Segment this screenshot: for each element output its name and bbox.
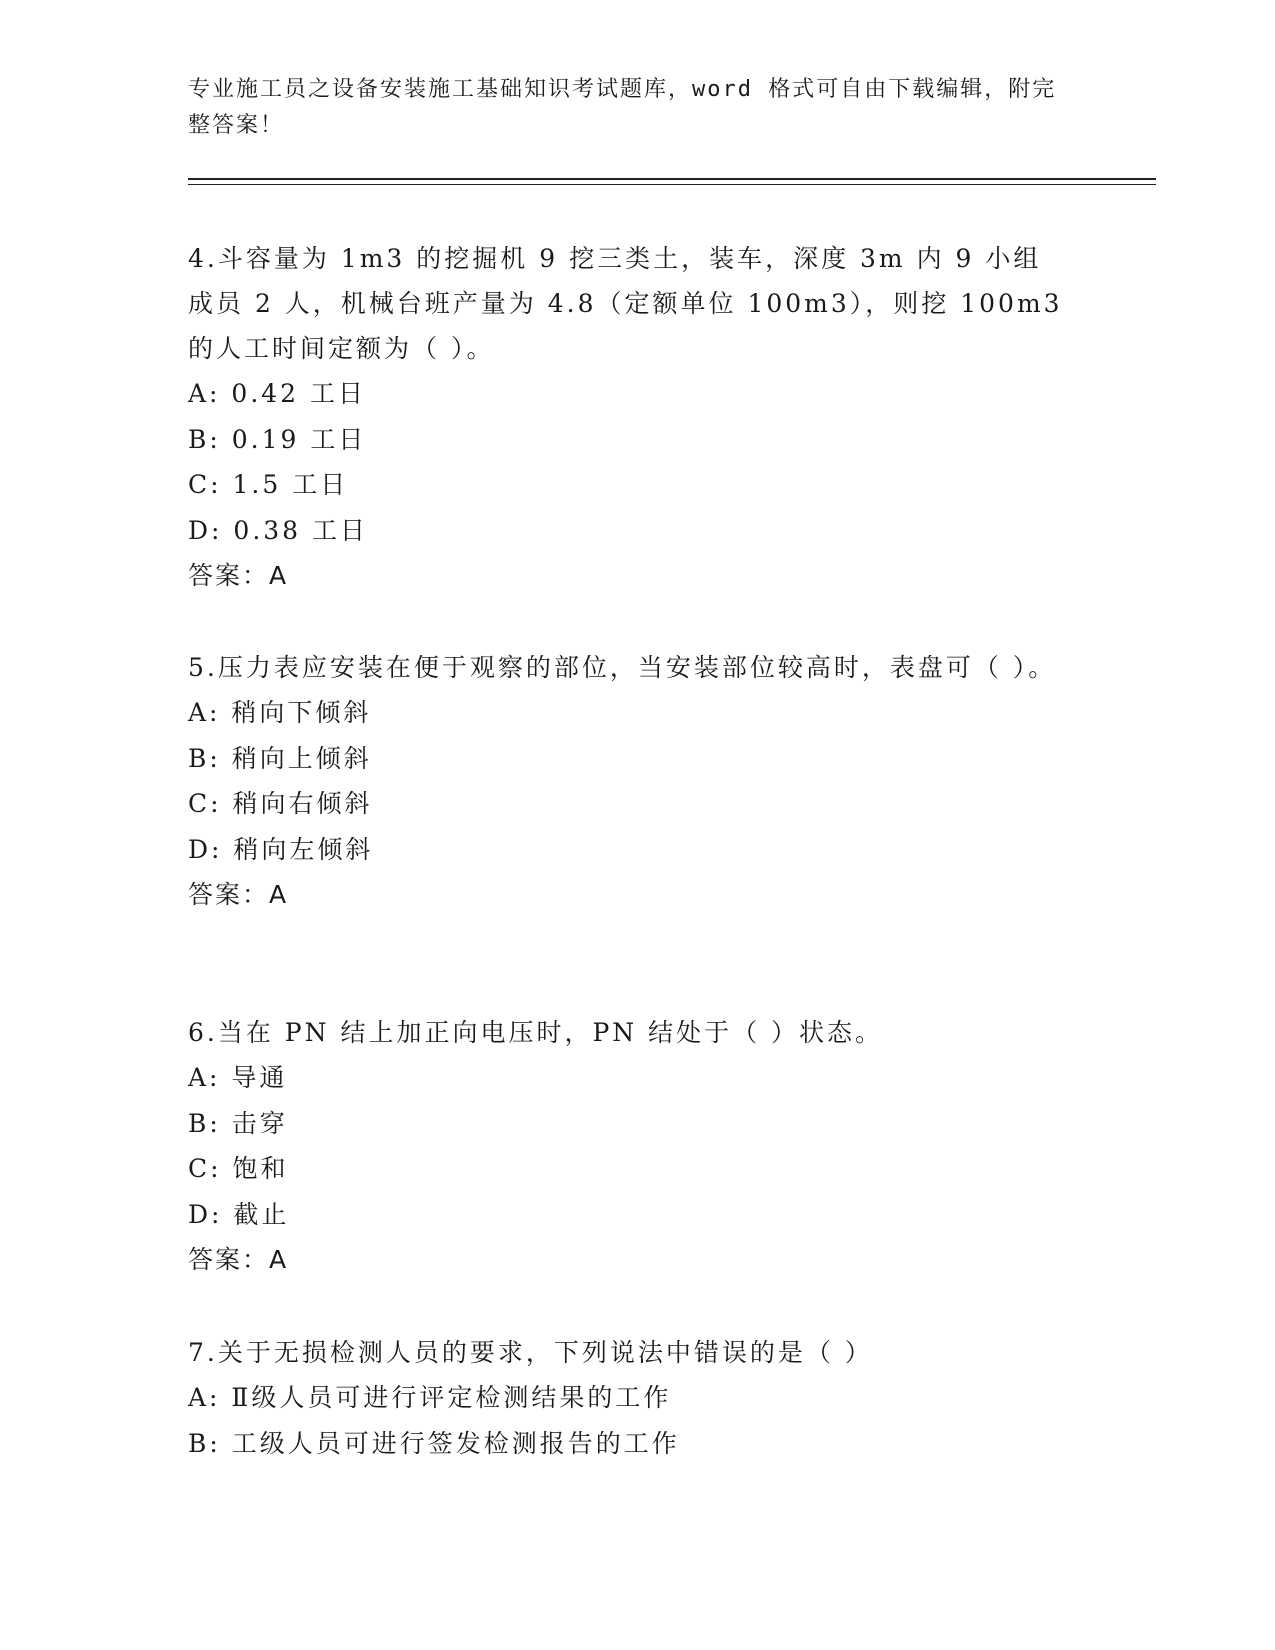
- option-b: B: 工级人员可进行签发检测报告的工作: [188, 1428, 680, 1458]
- option-c: C: 1.5 工日: [188, 470, 349, 499]
- header-divider: [188, 178, 1156, 180]
- question-6: [188, 1010, 1068, 1283]
- question-7: [188, 1330, 1068, 1466]
- option-d: D: 稍向左倾斜: [188, 834, 374, 864]
- option-b: B: 击穿: [188, 1108, 288, 1138]
- answer: 答案：A: [188, 1245, 289, 1274]
- option-c: C: 饱和: [188, 1154, 289, 1183]
- answer: 答案：A: [188, 561, 289, 590]
- option-c: C: 稍向右倾斜: [188, 789, 373, 818]
- option-b: B: 稍向上倾斜: [188, 743, 372, 773]
- header-divider-secondary: [188, 184, 1156, 185]
- option-b: B: 0.19 工日: [188, 424, 367, 454]
- option-a: A: Ⅱ级人员可进行评定检测结果的工作: [188, 1383, 672, 1412]
- option-d: D: 截止: [188, 1199, 290, 1229]
- question-stem: 7.关于无损检测人员的要求，下列说法中错误的是（ ）: [188, 1338, 873, 1367]
- question-stem: 4.斗容量为 1m3 的挖掘机 9 挖三类土，装车，深度 3m 内 9 小组成员 2 人，机械台班产量为 4.8（定额单位 100m3），则挖 100m3 的人工时间定额为（ ）。: [188, 244, 1063, 363]
- question-stem: 6.当在 PN 结上加正向电压时，PN 结处于（ ）状态。: [188, 1018, 884, 1047]
- option-a: A: 0.42 工日: [188, 379, 367, 408]
- option-a: A: 导通: [188, 1063, 288, 1092]
- option-a: A: 稍向下倾斜: [188, 698, 372, 727]
- answer: 答案：A: [188, 880, 289, 909]
- option-d: D: 0.38 工日: [188, 515, 369, 545]
- question-5: [188, 645, 1068, 918]
- document-header: 专业施工员之设备安装施工基础知识考试题库，word 格式可自由下载编辑，附完整答案！: [188, 77, 1057, 138]
- question-stem: 5.压力表应安装在便于观察的部位，当安装部位较高时，表盘可（ ）。: [188, 653, 1057, 682]
- question-4: [188, 236, 1068, 599]
